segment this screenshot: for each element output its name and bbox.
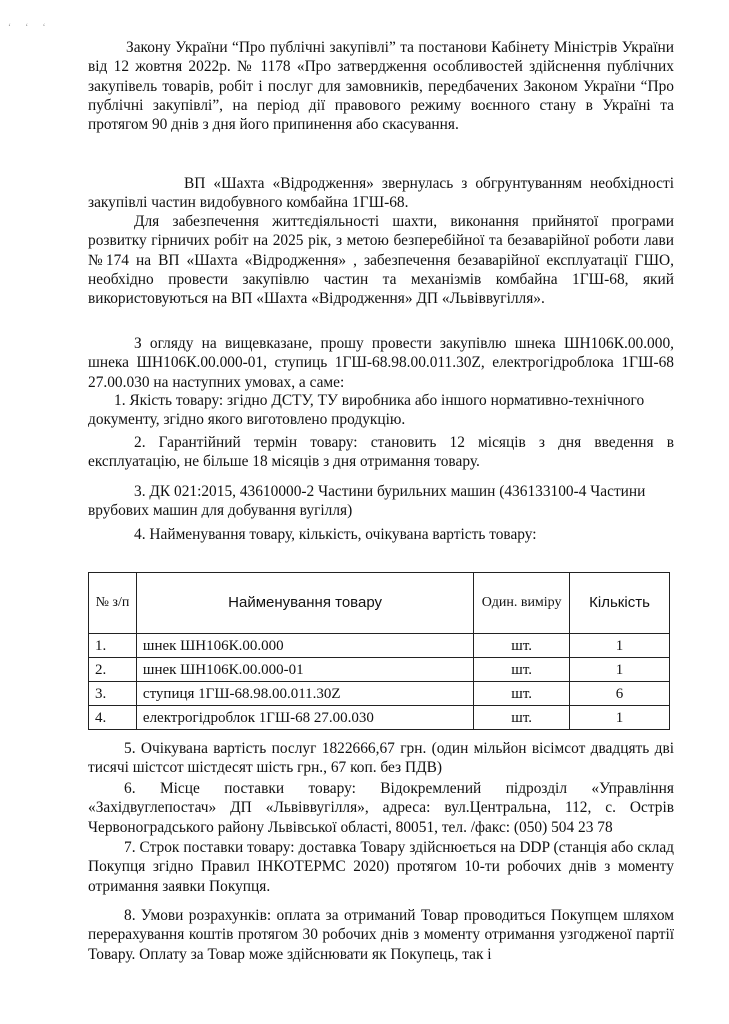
row-name: ступиця 1ГШ-68.98.00.011.30Z [136, 682, 473, 706]
paragraph-item-2: 2. Гарантійний термін товару: становить 12 місяців з дня введення в експлуатацію, не більше 18 місяців з дня отримання товару. [88, 434, 674, 471]
row-unit: шт. [474, 658, 570, 682]
row-quantity: 1 [570, 634, 670, 658]
header-unit: Один. виміру [474, 573, 570, 634]
table-row [89, 658, 670, 682]
row-number: 2. [89, 658, 137, 682]
table-row [89, 682, 670, 706]
row-name: шнек ШН106К.00.000-01 [136, 658, 473, 682]
paragraph-procurement: З огляду на вищевказане, прошу провести закупівлю шнека ШН106К.00.000, шнека ШН106К.00.000-01, ступиць 1ГШ-68.98.00.011.30Z, електрогідроблока 1ГШ-68 27.00.030 на наступних умовах, а саме: [88, 335, 674, 391]
row-number: 4. [89, 706, 137, 730]
paragraph-item-6: 6. Місце поставки товару: Відокремлений підрозділ «Управління «Західвуглепостач» ДП «Львіввугілля», адреса: вул.Центральна, 112, с. Острів Червоноградського району Львівської області, 80051, тел. /факс: (050) 504 23 78 [88, 780, 674, 836]
scan-artifact: ʻ ʻ ʻ [8, 22, 52, 32]
header-quantity: Кількість [570, 573, 670, 634]
paragraph-request: ВП «Шахта «Відродження» звернулась з обгрунтуванням необхідності закупівлі частин видобувного комбайна 1ГШ-68. [88, 175, 674, 212]
header-number: № з/п [89, 573, 137, 634]
paragraph-item-8: 8. Умови розрахунків: оплата за отриманий Товар проводиться Покупцем шляхом перерахування коштів протягом 30 робочих днів з моменту отримання узгодженої партії Товару. Оплату за Товар може здійснювати як Покупець, так і [88, 907, 674, 963]
paragraph-item-4: 4. Найменування товару, кількість, очікувана вартість товару: [134, 526, 537, 543]
row-name: шнек ШН106К.00.000 [136, 634, 473, 658]
paragraph-item-3: 3. ДК 021:2015, 43610000-2 Частини бурильних машин (436133100-4 Частини врубових машин для добування вугілля) [88, 483, 646, 520]
row-quantity: 1 [570, 658, 670, 682]
row-unit: шт. [474, 682, 570, 706]
paragraph-item-7: 7. Строк поставки товару: доставка Товару здійснюється на DDP (станція або склад Покупця згідно Правил ІНКОТЕРМС 2020) протягом 10-ти робочих днів з моменту отримання заявки Покупця. [88, 839, 674, 895]
row-quantity: 6 [570, 682, 670, 706]
table-row [89, 634, 670, 658]
table-header-row [89, 573, 670, 634]
row-unit: шт. [474, 634, 570, 658]
row-name: електрогідроблок 1ГШ-68 27.00.030 [136, 706, 473, 730]
paragraph-intro: Закону України “Про публічні закупівлі” та постанови Кабінету Міністрів України від 12 жовтня 2022р. № 1178 «Про затвердження особливостей здійснення публічних закупівель товарів, робіт і послуг для замовників, передбачених Законом України “Про публічні закупівлі”, на період дії правового режиму воєнного стану в Україні та протягом 90 днів з дня його припинення або скасування. [88, 39, 674, 134]
header-name: Найменування товару [136, 573, 473, 634]
paragraph-item-1: 1. Якість товару: згідно ДСТУ, ТУ виробника або іншого нормативно-технічного документу, згідно якого виготовлено продукцію. [88, 392, 645, 429]
table-row [89, 706, 670, 730]
row-quantity: 1 [570, 706, 670, 730]
row-number: 3. [89, 682, 137, 706]
row-unit: шт. [474, 706, 570, 730]
paragraph-justification: Для забезпечення життєдіяльності шахти, виконання прийнятої програми розвитку гірничих робіт на 2025 рік, з метою безперебійної та безаварійної роботи лави №174 на ВП «Шахта «Відродження» , забезпечення безаварійної експлуатації ГШО, необхідно провести закупівлю частин та механізмів комбайна 1ГШ-68, який використовуються на ВП «Шахта «Відродження» ДП «Львіввугілля». [88, 213, 674, 308]
row-number: 1. [89, 634, 137, 658]
goods-table [88, 572, 670, 730]
paragraph-item-5: 5. Очікувана вартість послуг 1822666,67 грн. (один мільйон вісімсот двадцять дві тисячі шістсот шістдесят шість грн., 67 коп. без ПДВ) [88, 740, 674, 777]
